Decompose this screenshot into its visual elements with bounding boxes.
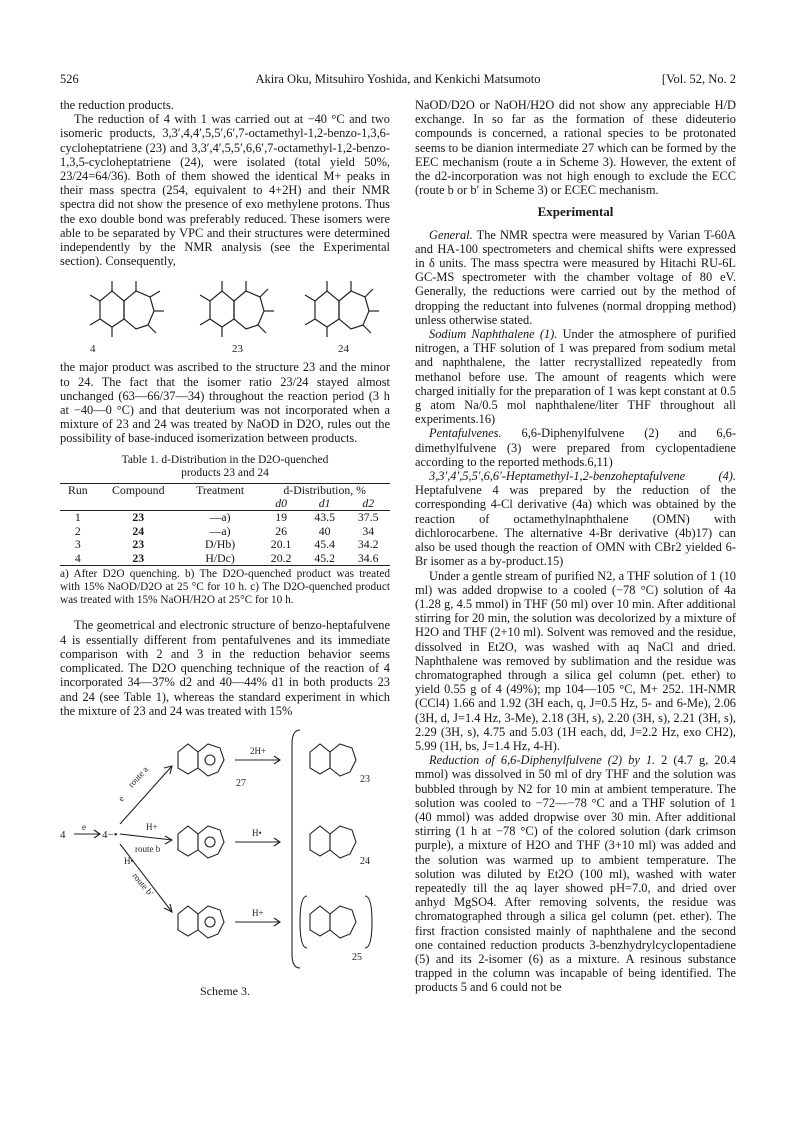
paragraph-body: 2 (4.7 g, 20.4 mmol) was dissolved in 50 ml of dry THF and the solution was bubbled through by N2 for 10 min at ambient temperature. The solution was cooled to −72—−78 °C and a THF solution of 1 (40 mmol) was added dropwise over 30 min. After additional stirring (1 h at −78 °C) of the colored solution (dark crimson purple), a mixture of H2O and THF (3+10 ml) was added and the solution was warmed up to ambient temperature. The solution was diluted by Et2O (100 ml), washed with water repeatedly till the aq layer showed pH=7.0, and dried over anhyd MgSO4. After removing solvents, the residue was chromatographed through a silica gel column (pet. ether). The first fraction consisted mainly of naphthalene and the second one contained reduction products 3-benzhydrylcyclopentadiene (5) and its 2-isomer (6) as a mixture. A resinous substance trapped in the column was incapable of being identified. The products 5 and 6 could not be [415,753,736,995]
cell: 26 [275,523,288,538]
paragraph-body: The NMR spectra were measured by Varian T-60A and HA-100 spectrometers and chemical shifts were expressed in δ units. The mass spectra were measured by Hitachi RU-6L GC-MS spectrometer with the chamber voltage of 80 eV. Generally, the reductions were carried out by the method of dropping the reductant into fulvenes (normal dropping method) unless otherwise stated. [415,227,736,327]
run-in-head: 3,3′,4′,5,5′,6,6′-Heptamethyl-1,2-benzoheptafulvene (4). [429,469,736,484]
cell: 1 [60,511,96,525]
scheme-start: 4 [60,828,66,841]
struct-label: 24 [338,343,349,356]
paragraph [415,228,736,327]
cell: 37.5 [346,511,390,525]
run-in-head: Reduction of 6,6-Diphenylfulvene (2) by 1. [429,753,656,768]
paragraph: The geometrical and electronic structure of benzo-heptafulvene 4 is essentially different from pentafulvenes and its immediate comparison with 2 and 3 in the reduction behavior seems complicated. The D2O quenching technique of the reaction of 4 incorporated 34—37% d2 and 40—44% d1 in both products 23 and 24 (see Table 1), whereas the standard experiment in which the mixture of 23 and 24 was treated with 15% [60,618,390,718]
compound-label: 27 [236,777,246,789]
table-row [60,538,390,551]
paragraph: the reduction products. [60,98,174,112]
run-in-head: General. [429,227,473,242]
left-column [60,98,390,998]
scheme-route-b: route b [135,843,161,854]
scheme-e: e [82,821,86,832]
cell: 40 [318,523,331,538]
table-footnote: a) After D2O quenching. b) The D2O-quenched product was treated with 15% NaOD/D2O at 25 °C for 10 h. c) The D2O-quenched product was treated with 15% NaOH/H2O at 25°C for 10 h. [60,568,390,606]
running-header [60,72,736,90]
table-row [60,552,390,566]
col-header-treatment: Treatment [181,483,260,497]
run-in-head: Pentafulvenes. [429,426,502,441]
paragraph [415,327,736,426]
cell: 3 [74,537,81,552]
scheme-h-plus: H+ [252,907,264,918]
compound-label: 25 [352,951,362,963]
journal-volume: [Vol. 52, No. 2 [661,72,736,86]
cell: 45.2 [303,552,347,566]
section-heading: Experimental [537,204,614,220]
structures-drawing [60,276,390,356]
paragraph-body: 6,6-Diphenylfulvene (2) and 6,6-dimethylfulvene (3) were prepared from cyclopentadiene according to the reported methods.6,11) [415,426,736,469]
scheme-3 [60,724,390,984]
cell: 20.2 [259,552,303,566]
sub-header: d2 [362,496,375,511]
cell: D/Hb) [205,537,236,552]
paragraph [415,469,736,568]
cell: 23 [96,511,181,525]
cell: 45.4 [314,537,335,552]
compound-label: 23 [360,773,370,785]
scheme-drawing [60,724,390,980]
running-authors: Akira Oku, Mitsuhiro Yoshida, and Kenkichi Matsumoto [255,72,541,86]
sub-header: d0 [275,496,288,511]
distribution-table [60,483,390,566]
cell: 34 [362,523,375,538]
paragraph [415,753,736,994]
scheme-route-b2: route b′ [130,870,156,899]
cell: 4 [60,552,96,566]
cell: 24 [132,523,145,538]
struct-label: 4 [90,343,96,356]
right-column [415,98,736,995]
scheme-2h: 2H+ [250,745,267,756]
cell: —a) [209,523,231,538]
paragraph: The reduction of 4 with 1 was carried out at −40 °C and two isomeric products, 3,3′,4,4′,5,5′,6′,7-octamethyl-1,2-benzo-1,3,6-cycloheptatriene (23) and 3,3′,4′,5,5′,6,6′,7-octamethyl-1,2-benzo-1,3,5-cycloheptatriene (24), were isolated (total yield 50%, 23/24=64/36). Both of them showed the identical M+ peaks in their mass spectra (254, equivalent to 4+2H) and their NMR spectra did not show the presence of exo methylene protons. Thus the exo double bond was preferably reduced. These isomers were able to be separated by VPC and their structures were determined independently by the NMR analysis (see the Experimental section). Consequently, [60,112,390,269]
paragraph: the major product was ascribed to the structure 23 and the minor to 24. The fact that the isomer ratio 23/24 stayed almost unchanged (63—66/37—34) throughout the reaction period (3 h at −40—0 °C) and that deuterium was not incorporated when a mixture of 23 and 24 was treated by NaOD in D2O, rules out the possibility of base-induced isomerization between products. [60,360,390,446]
paragraph-body: Under the atmosphere of purified nitrogen, a THF solution of 1 was prepared from sodium metal and naphthalene, the latter recrystallized repeatedly from methanol before use. The amount of reagents which were charged initially for the preparation of 1 was kept constant at 0.5 g atom Na/0.5 mol naphthalene/liter THF throughout all experiments.16) [415,327,736,427]
cell: 34.2 [357,537,379,552]
cell: 23 [96,552,181,566]
cell: 19 [259,511,303,525]
structure-figure [60,276,390,356]
table-caption [60,454,390,480]
compound-label: 24 [360,855,370,867]
col-header-distribution: d-Distribution, % [259,483,390,497]
scheme-caption: Scheme 3. [200,983,250,998]
table-row [60,511,390,525]
cell: 43.5 [303,511,347,525]
table-row [60,525,390,538]
cell: 2 [74,523,81,538]
scheme-e2: e [116,793,127,804]
paragraph [415,426,736,469]
paragraph-body: Heptafulvene 4 was prepared by the reduction of the corresponding 4-Cl derivative (4a) which was obtained by the reaction of octamethylnaphthalene (OMN) with dichlorocarbene. The alternative 4-Br derivative (4b)17) can also be used though the reaction of OMN with CBr2 yielded 6-Br isomer as a by-product.15) [415,483,736,569]
cell: H/Dc) [181,552,260,566]
cell: 34.6 [346,552,390,566]
scheme-h-plus: H+ [146,821,158,832]
scheme-h-dot: H• [124,855,134,866]
cell: —a) [181,511,260,525]
table-caption-line: products 23 and 24 [181,466,269,479]
paragraph: NaOD/D2O or NaOH/H2O did not show any appreciable H/D exchange. In so far as the formation of these dideuterio compounds is concerned, a rational species to be protonated seems to be dianion intermediate 27 which can be formed by the EEC mechanism (route a in Scheme 3). However, the extent of the d2-incorporation was not high enough to exclude the ECC (route b or b′ in Scheme 3) or ECEC mechanism. [415,98,736,198]
cell: 23 [132,537,145,552]
cell: 20.1 [270,537,292,552]
col-header-compound: Compound [96,483,181,497]
scheme-radical: 4−• [102,828,118,841]
page-number: 526 [60,72,79,86]
paragraph: Under a gentle stream of purified N2, a THF solution of 1 (10 ml) was added dropwise to a cooled (−78 °C) solution of 4a (1.28 g, 4.5 mmol) in THF (50 ml) over 10 min. After additional stirring for 20 min, the solution was decolorized by a mixture of H2O and THF (2+10 ml). Solvent was removed and the residue, dissolved in Et2O, was washed with aq NaCl and dried. Naphthalene was removed by sublimation and the residue was chromatographed through a silica gel column (pet. ether) to yield 0.55 g of 4 (49%); mp 104—105 °C, M+ 252. 1H-NMR (CCl4) 1.66 and 1.92 (3H each, q, J=0.5 Hz, 5- and 6-Me), 2.06 (3H, d, J=1.4 Hz, 3-Me), 2.18 (3H, s), 2.20 (3H, s), 2.21 (3H, s), 2.29 (3H, s), 4.75 and 5.03 (1H each, dd, J=2.2 Hz, exo CH2), 5.99 (1H, bs, J=1.4 Hz, 4-H). [415,568,736,753]
col-header-run: Run [60,483,96,497]
scheme-h-dot: H• [252,827,262,838]
scheme-route-a: route a [126,764,151,790]
run-in-head: Sodium Naphthalene (1). [429,327,558,342]
sub-header: d1 [318,496,331,511]
struct-label: 23 [232,343,243,356]
table-caption-line: Table 1. d-Distribution in the D2O-quenched [121,453,329,466]
